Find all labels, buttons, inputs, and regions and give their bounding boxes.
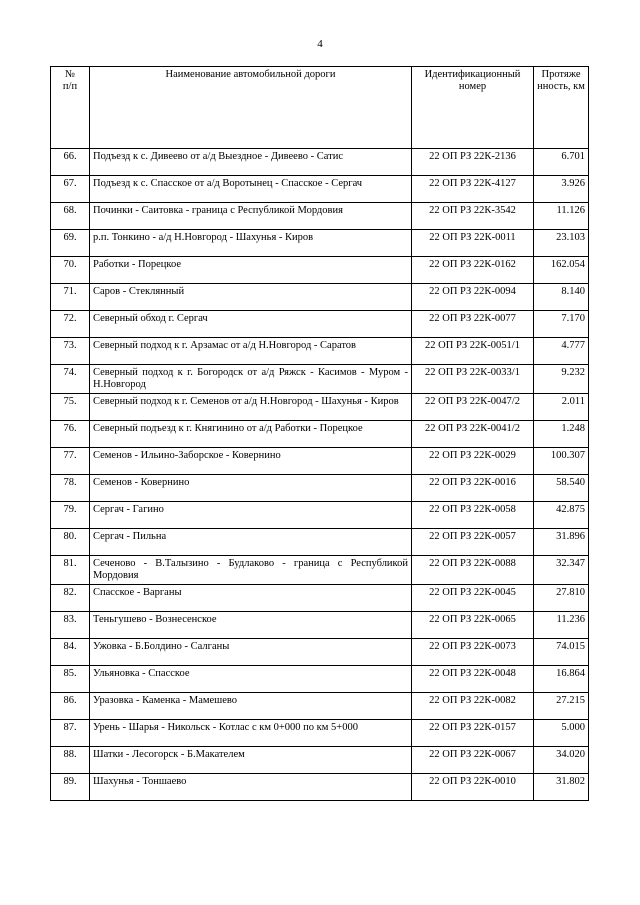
table-row — [51, 365, 589, 394]
cell-code: 22 ОП РЗ 22К-0011 — [412, 230, 534, 257]
table-row — [51, 612, 589, 639]
cell-name: Северный подъезд к г. Княгинино от а/д Работки - Порецкое — [90, 421, 412, 448]
cell-length: 27.215 — [534, 693, 589, 720]
cell-num: 82. — [51, 585, 90, 612]
cell-code: 22 ОП РЗ 22К-0157 — [412, 720, 534, 747]
cell-code: 22 ОП РЗ 22К-3542 — [412, 203, 534, 230]
cell-num: 87. — [51, 720, 90, 747]
cell-length: 32.347 — [534, 556, 589, 585]
cell-length: 31.802 — [534, 774, 589, 801]
table-row — [51, 311, 589, 338]
cell-code: 22 ОП РЗ 22К-0088 — [412, 556, 534, 585]
table-row — [51, 639, 589, 666]
table-row — [51, 666, 589, 693]
cell-length: 4.777 — [534, 338, 589, 365]
header-name: Наименование автомобильной дороги — [90, 67, 412, 149]
cell-name: Уразовка - Каменка - Мамешево — [90, 693, 412, 720]
cell-num: 88. — [51, 747, 90, 774]
cell-name: Сеченово - В.Талызино - Будлаково - граница с Республикой Мордовия — [90, 556, 412, 585]
table-row — [51, 230, 589, 257]
cell-num: 78. — [51, 475, 90, 502]
cell-length: 100.307 — [534, 448, 589, 475]
cell-code: 22 ОП РЗ 22К-0047/2 — [412, 394, 534, 421]
cell-name: Шахунья - Тоншаево — [90, 774, 412, 801]
cell-code: 22 ОП РЗ 22К-0048 — [412, 666, 534, 693]
cell-code: 22 ОП РЗ 22К-0033/1 — [412, 365, 534, 394]
cell-name: Починки - Саитовка - граница с Республикой Мордовия — [90, 203, 412, 230]
cell-name: Подъезд к с. Дивеево от а/д Выездное - Дивеево - Сатис — [90, 149, 412, 176]
table-header-row — [51, 67, 589, 149]
cell-code: 22 ОП РЗ 22К-0041/2 — [412, 421, 534, 448]
cell-length: 2.011 — [534, 394, 589, 421]
cell-length: 31.896 — [534, 529, 589, 556]
cell-name: р.п. Тонкино - а/д Н.Новгород - Шахунья - Киров — [90, 230, 412, 257]
cell-num: 83. — [51, 612, 90, 639]
table-body — [51, 149, 589, 801]
cell-name: Семенов - Ковернино — [90, 475, 412, 502]
cell-code: 22 ОП РЗ 22К-0051/1 — [412, 338, 534, 365]
cell-num: 84. — [51, 639, 90, 666]
table-row — [51, 747, 589, 774]
cell-code: 22 ОП РЗ 22К-0029 — [412, 448, 534, 475]
table-row — [51, 338, 589, 365]
cell-code: 22 ОП РЗ 22К-4127 — [412, 176, 534, 203]
cell-num: 69. — [51, 230, 90, 257]
cell-length: 74.015 — [534, 639, 589, 666]
cell-code: 22 ОП РЗ 22К-0077 — [412, 311, 534, 338]
cell-name: Северный подход к г. Семенов от а/д Н.Новгород - Шахунья - Киров — [90, 394, 412, 421]
cell-num: 74. — [51, 365, 90, 394]
cell-code: 22 ОП РЗ 22К-0082 — [412, 693, 534, 720]
cell-length: 6.701 — [534, 149, 589, 176]
cell-num: 81. — [51, 556, 90, 585]
table-row — [51, 774, 589, 801]
table-row — [51, 693, 589, 720]
cell-num: 79. — [51, 502, 90, 529]
cell-num: 86. — [51, 693, 90, 720]
cell-length: 11.236 — [534, 612, 589, 639]
cell-name: Северный подход к г. Богородск от а/д Ряжск - Касимов - Муром - Н.Новгород — [90, 365, 412, 394]
cell-length: 16.864 — [534, 666, 589, 693]
cell-num: 85. — [51, 666, 90, 693]
table-row — [51, 394, 589, 421]
cell-code: 22 ОП РЗ 22К-0016 — [412, 475, 534, 502]
cell-length: 23.103 — [534, 230, 589, 257]
table-row — [51, 257, 589, 284]
cell-code: 22 ОП РЗ 22К-2136 — [412, 149, 534, 176]
header-code: Идентификационный номер — [412, 67, 534, 149]
cell-num: 75. — [51, 394, 90, 421]
cell-num: 67. — [51, 176, 90, 203]
cell-code: 22 ОП РЗ 22К-0162 — [412, 257, 534, 284]
table-row — [51, 176, 589, 203]
cell-name: Урень - Шарья - Никольск - Котлас с км 0+000 по км 5+000 — [90, 720, 412, 747]
table-row — [51, 475, 589, 502]
cell-name: Теньгушево - Вознесенское — [90, 612, 412, 639]
table-row — [51, 585, 589, 612]
cell-code: 22 ОП РЗ 22К-0065 — [412, 612, 534, 639]
table-row — [51, 529, 589, 556]
page-number: 4 — [317, 38, 323, 50]
table-row — [51, 502, 589, 529]
table-row — [51, 448, 589, 475]
cell-name: Ужовка - Б.Болдино - Салганы — [90, 639, 412, 666]
cell-name: Шатки - Лесогорск - Б.Макателем — [90, 747, 412, 774]
cell-name: Ульяновка - Спасское — [90, 666, 412, 693]
cell-num: 76. — [51, 421, 90, 448]
cell-code: 22 ОП РЗ 22К-0058 — [412, 502, 534, 529]
cell-code: 22 ОП РЗ 22К-0010 — [412, 774, 534, 801]
header-length: Протяже нность, км — [534, 67, 589, 149]
cell-name: Саров - Стеклянный — [90, 284, 412, 311]
cell-code: 22 ОП РЗ 22К-0067 — [412, 747, 534, 774]
cell-code: 22 ОП РЗ 22К-0057 — [412, 529, 534, 556]
cell-num: 71. — [51, 284, 90, 311]
cell-length: 34.020 — [534, 747, 589, 774]
cell-length: 1.248 — [534, 421, 589, 448]
cell-num: 70. — [51, 257, 90, 284]
cell-num: 72. — [51, 311, 90, 338]
cell-num: 68. — [51, 203, 90, 230]
cell-num: 66. — [51, 149, 90, 176]
cell-num: 89. — [51, 774, 90, 801]
cell-code: 22 ОП РЗ 22К-0073 — [412, 639, 534, 666]
cell-length: 11.126 — [534, 203, 589, 230]
cell-length: 3.926 — [534, 176, 589, 203]
table-row — [51, 149, 589, 176]
cell-name: Подъезд к с. Спасское от а/д Воротынец - Спасское - Сергач — [90, 176, 412, 203]
cell-length: 58.540 — [534, 475, 589, 502]
cell-code: 22 ОП РЗ 22К-0094 — [412, 284, 534, 311]
cell-length: 162.054 — [534, 257, 589, 284]
cell-length: 5.000 — [534, 720, 589, 747]
cell-length: 9.232 — [534, 365, 589, 394]
table-row — [51, 421, 589, 448]
cell-length: 42.875 — [534, 502, 589, 529]
cell-num: 80. — [51, 529, 90, 556]
table-row — [51, 284, 589, 311]
cell-num: 73. — [51, 338, 90, 365]
cell-length: 8.140 — [534, 284, 589, 311]
roads-table — [50, 66, 589, 801]
cell-name: Северный подход к г. Арзамас от а/д Н.Новгород - Саратов — [90, 338, 412, 365]
cell-length: 27.810 — [534, 585, 589, 612]
table-row — [51, 720, 589, 747]
cell-num: 77. — [51, 448, 90, 475]
cell-name: Сергач - Пильна — [90, 529, 412, 556]
table-row — [51, 203, 589, 230]
cell-name: Спасское - Варганы — [90, 585, 412, 612]
header-num: № п/п — [51, 67, 90, 149]
cell-length: 7.170 — [534, 311, 589, 338]
cell-name: Северный обход г. Сергач — [90, 311, 412, 338]
cell-name: Сергач - Гагино — [90, 502, 412, 529]
cell-code: 22 ОП РЗ 22К-0045 — [412, 585, 534, 612]
cell-name: Работки - Порецкое — [90, 257, 412, 284]
table-row — [51, 556, 589, 585]
cell-name: Семенов - Ильино-Заборское - Ковернино — [90, 448, 412, 475]
